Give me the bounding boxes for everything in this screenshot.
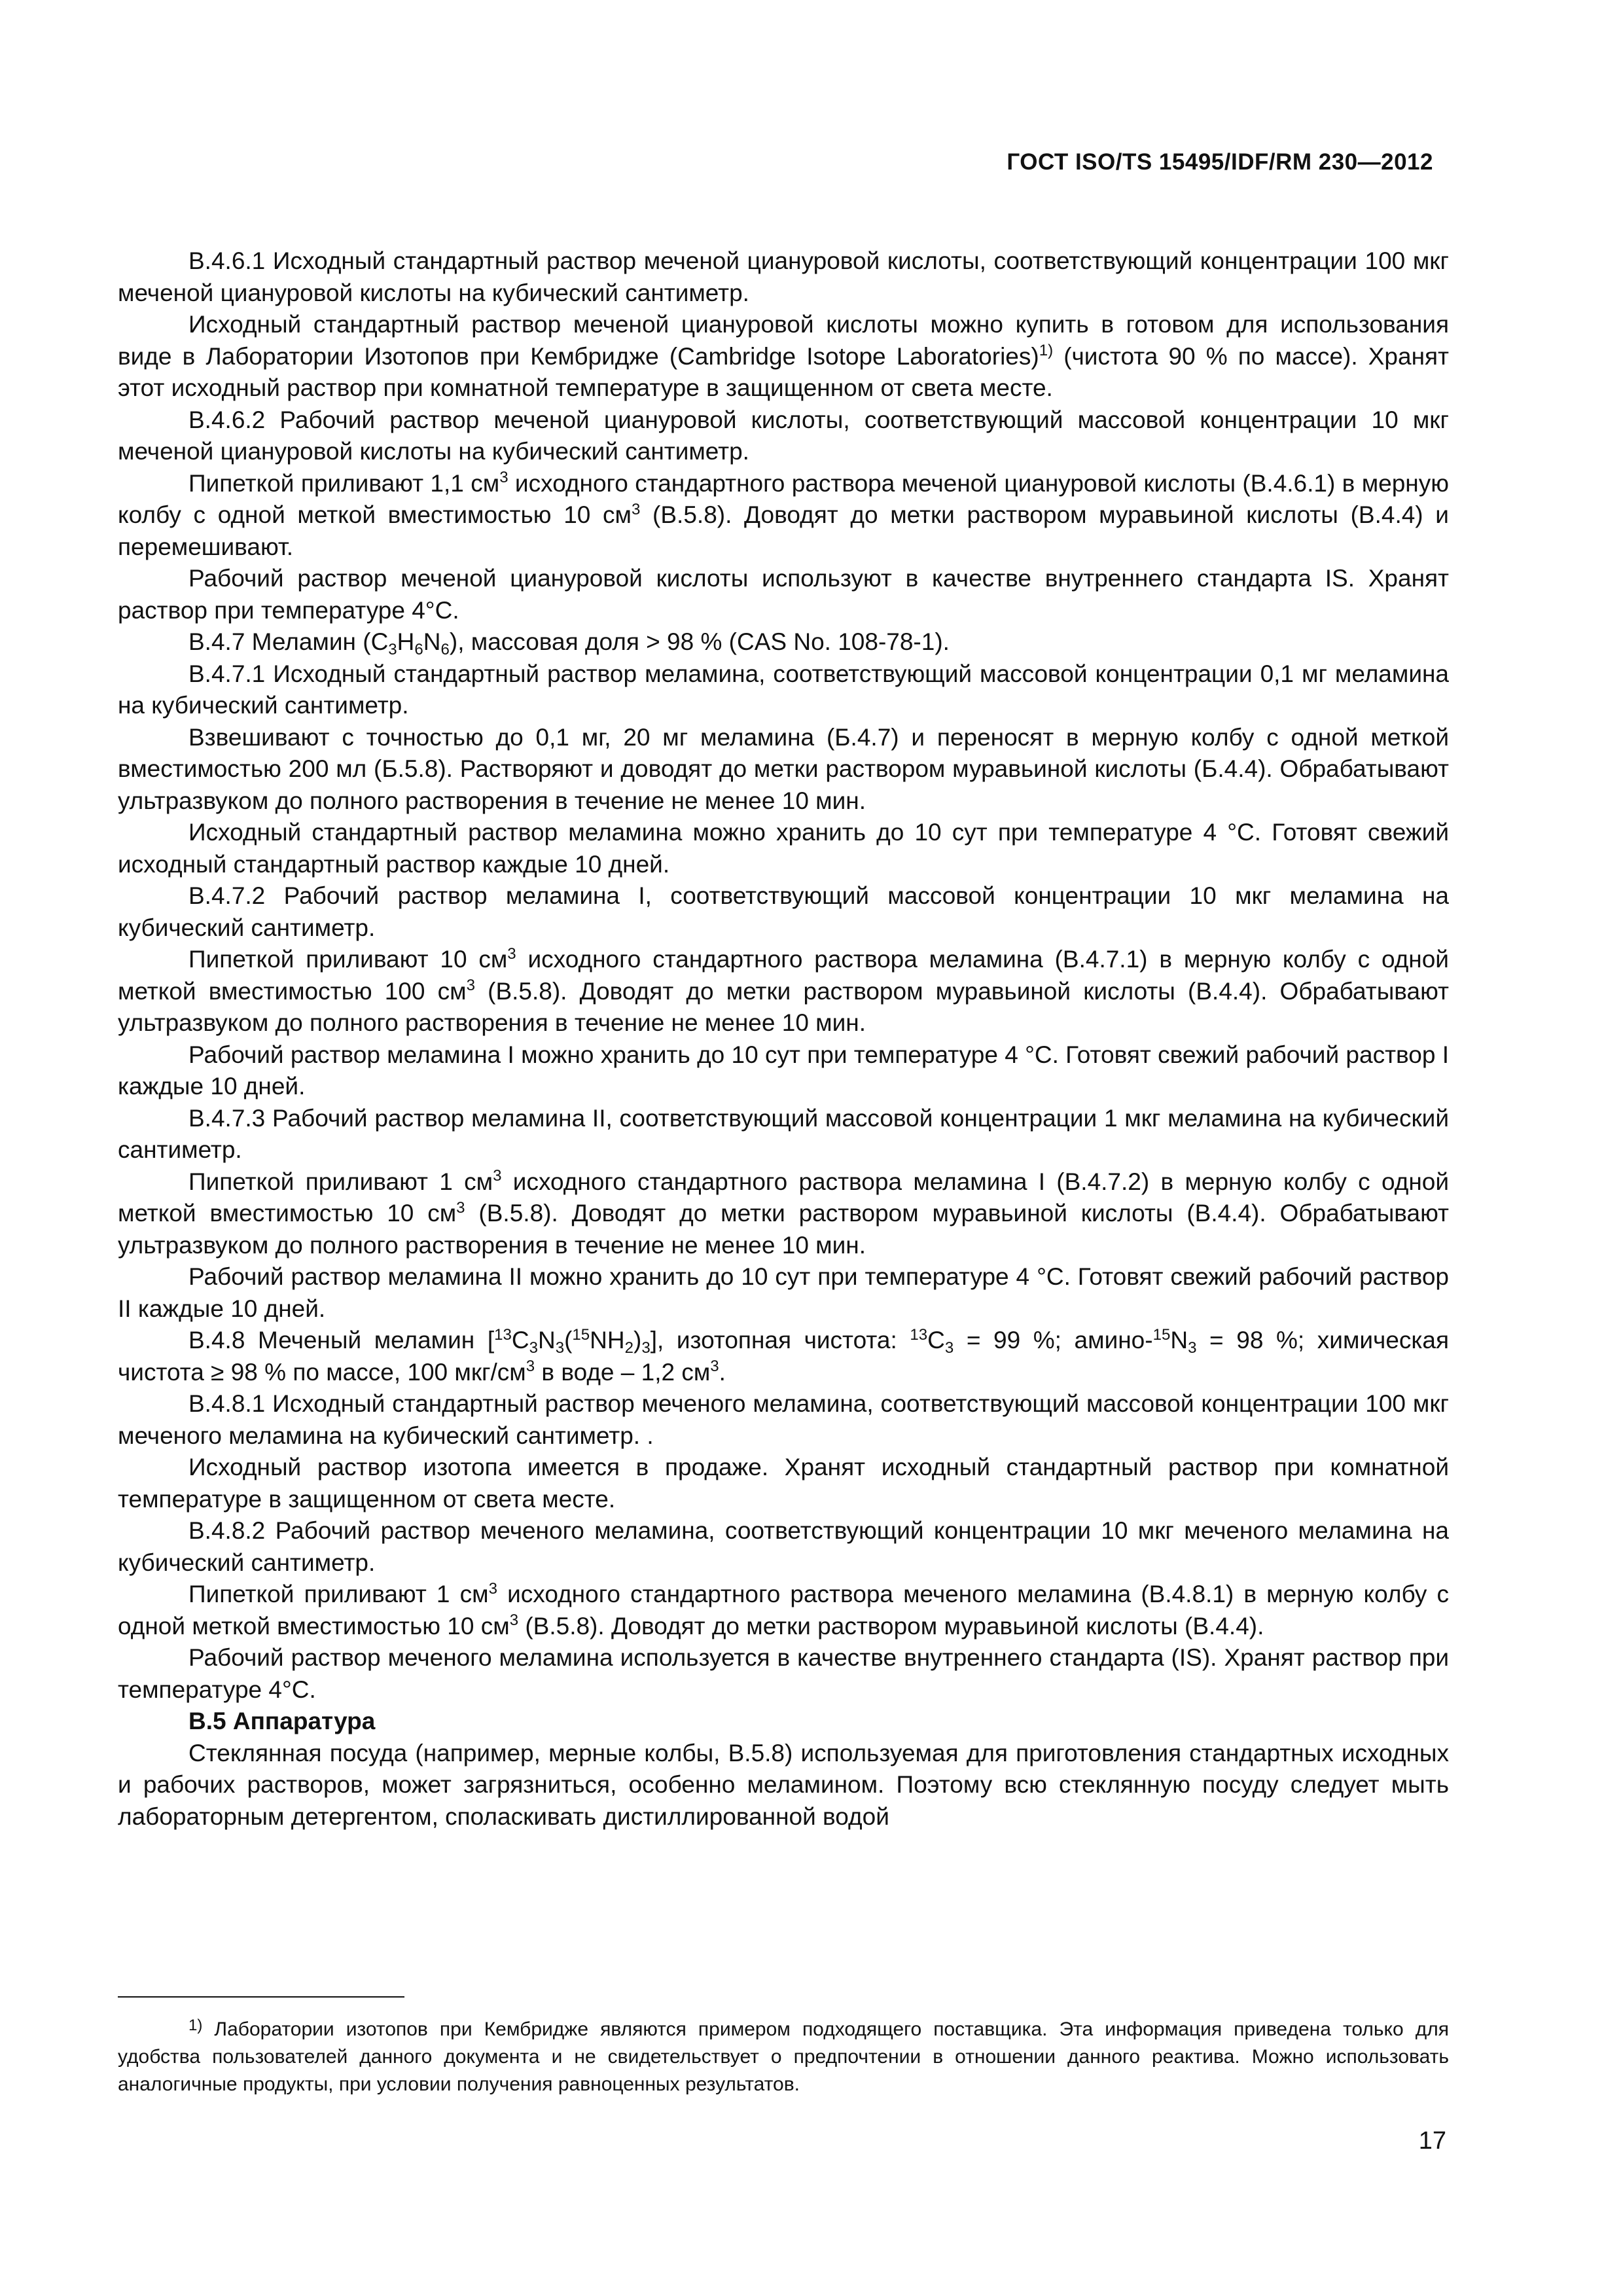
subscript: 6 xyxy=(414,641,423,659)
document-header: ГОСТ ISO/TS 15495/IDF/RM 230—2012 xyxy=(1007,149,1433,175)
text: NH xyxy=(590,1327,625,1354)
paragraph: В.4.8.2 Рабочий раствор меченого меламина, соответствующий концентрации 10 мкг меченого меламина на кубический сантиметр. xyxy=(118,1517,1449,1576)
superscript: 3 xyxy=(632,500,641,518)
paragraph: Рабочий раствор меламина I можно хранить до 10 сут при температуре 4 °С. Готовят свежий рабочий раствор I каждые 10 дней. xyxy=(118,1041,1449,1100)
superscript: 3 xyxy=(509,1611,519,1630)
paragraph xyxy=(118,626,1449,658)
paragraph: В.4.7.3 Рабочий раствор меламина II, соответствующий массовой концентрации 1 мкг меламина на кубический сантиметр. xyxy=(118,1104,1449,1163)
subscript: 3 xyxy=(555,1339,565,1357)
text: исходного стандартного раствора меламина I (В.4.7.2) в мерную колбу с одной меткой вместимостью 10 см xyxy=(118,1168,1449,1227)
paragraph: В.4.7.2 Рабочий раствор меламина I, соответствующий массовой концентрации 10 мкг меламина на кубический сантиметр. xyxy=(118,882,1449,941)
superscript: 3 xyxy=(488,1579,497,1598)
subscript: 2 xyxy=(624,1339,633,1357)
superscript: 13 xyxy=(910,1325,928,1344)
paragraph: Рабочий раствор меченой циануровой кислоты используют в качестве внутреннего стандарта IS. Хранят раствор при температуре 4°С. xyxy=(118,565,1449,624)
text: C xyxy=(511,1327,529,1354)
footnote-divider xyxy=(118,1996,404,1998)
subscript: 3 xyxy=(641,1339,651,1357)
text: исходного стандартного раствора меченого меламина (В.4.8.1) в мерную колбу с одной меткой вместимостью 10 см xyxy=(118,1581,1449,1640)
superscript: 13 xyxy=(494,1325,512,1344)
superscript: 3 xyxy=(466,977,475,995)
subscript: 3 xyxy=(1188,1339,1197,1357)
paragraph: В.4.8.1 Исходный стандартный раствор меченого меламина, соответствующий массовой концентрации 100 мкг меченого меламина на кубический сантиметр. . xyxy=(118,1390,1449,1449)
text: (В.5.8). Доводят до метки раствором муравьиной кислоты (В.4.4). Обрабатывают ультразвуком до полного растворения в течение не менее 10 мин. xyxy=(118,1200,1449,1259)
document-body xyxy=(118,245,1449,1833)
text: N xyxy=(1170,1327,1188,1354)
superscript: 3 xyxy=(526,1357,535,1376)
paragraph: Стеклянная посуда (например, мерные колбы, В.5.8) используемая для приготовления стандартных исходных и рабочих растворов, может загрязниться, особенно меламином. Поэтому всю стеклянную посуду следует мыть лабораторным детергентом, споласкивать дистиллированной водой xyxy=(118,1739,1449,1830)
footnote-text: Лаборатории изотопов при Кембридже являются примером подходящего поставщика. Эта информация приведена только для удобства пользователей данного документа и не свидетельствует о предпочтении в отношении данного реактива. Можно использовать аналогичные продукты, при условии получения равноценных результатов. xyxy=(118,2018,1449,2095)
text: В.4.8 Меченый меламин [ xyxy=(188,1327,495,1354)
subscript: 3 xyxy=(529,1339,538,1357)
text: = 98 %; химическая чистота ≥ 98 % по массе, 100 мкг/см xyxy=(118,1327,1450,1386)
text: C xyxy=(927,1327,945,1354)
paragraph: В.4.6.1 Исходный стандартный раствор меченой циануровой кислоты, соответствующий концентрации 100 мкг меченой циануровой кислоты на кубический сантиметр. xyxy=(118,247,1449,306)
subscript: 3 xyxy=(388,641,397,659)
paragraph: Взвешивают с точностью до 0,1 мг, 20 мг меламина (Б.4.7) и переносят в мерную колбу с одной меткой вместимостью 200 мл (Б.5.8). Растворяют и доводят до метки раствором муравьиной кислоты (Б.4.4). Обрабатывают ультразвуком до полного растворения в течение не менее 10 мин. xyxy=(118,723,1449,814)
paragraph: В.4.6.2 Рабочий раствор меченой циануровой кислоты, соответствующий массовой концентрации 10 мкг меченой циануровой кислоты на кубический сантиметр. xyxy=(118,406,1449,465)
text: (В.5.8). Доводят до метки раствором муравьиной кислоты (В.4.4) и перемешивают. xyxy=(118,501,1449,560)
text: N xyxy=(537,1327,556,1354)
text: (В.5.8). Доводят до метки раствором муравьиной кислоты (В.4.4). Обрабатывают ультразвуком до полного растворения в течение не менее 10 мин. xyxy=(118,977,1450,1036)
superscript: 3 xyxy=(456,1198,465,1217)
paragraph: Рабочий раствор меламина II можно хранить до 10 сут при температуре 4 °С. Готовят свежий рабочий раствор II каждые 10 дней. xyxy=(118,1263,1449,1322)
superscript: 3 xyxy=(493,1167,502,1185)
paragraph xyxy=(118,468,1449,564)
paragraph: В.4.7.1 Исходный стандартный раствор меламина, соответствующий массовой концентрации 0,1 мг меламина на кубический сантиметр. xyxy=(118,660,1449,719)
superscript: 15 xyxy=(1152,1325,1171,1344)
footnote xyxy=(118,2016,1449,2098)
text: Пипеткой приливают 1 см xyxy=(188,1168,493,1195)
superscript: 3 xyxy=(507,944,516,963)
text: В.4.7 Меламин (C xyxy=(188,628,389,655)
superscript: 3 xyxy=(499,469,508,487)
subscript: 3 xyxy=(944,1339,954,1357)
text: (В.5.8). Доводят до метки раствором муравьиной кислоты (В.4.4). xyxy=(518,1612,1264,1640)
text: Пипеткой приливают 10 см xyxy=(188,946,508,973)
text: Пипеткой приливают 1 см xyxy=(188,1581,489,1607)
superscript: 3 xyxy=(710,1357,719,1376)
text: в воде – 1,2 см xyxy=(535,1358,711,1386)
text: ], изотопная чистота: xyxy=(650,1327,910,1354)
text: N xyxy=(423,628,441,655)
paragraph xyxy=(118,944,1449,1039)
paragraph xyxy=(118,1325,1449,1388)
footnote-marker: 1) xyxy=(188,2016,203,2034)
text: ) xyxy=(633,1327,642,1354)
text: исходного стандартного раствора меламина (В.4.7.1) в мерную колбу с одной меткой вместимостью 100 см xyxy=(118,946,1449,1005)
text: ), массовая доля > 98 % (CAS No. 108-78-1). xyxy=(449,628,950,655)
paragraph: Исходный раствор изотопа имеется в продаже. Хранят исходный стандартный раствор при комнатной температуре в защищенном от света месте. xyxy=(118,1454,1449,1513)
superscript: 15 xyxy=(572,1325,590,1344)
text: . xyxy=(719,1358,726,1386)
section-heading: В.5 Аппаратура xyxy=(188,1708,376,1734)
paragraph: Исходный стандартный раствор меламина можно хранить до 10 сут при температуре 4 °С. Готовят свежий исходный стандартный раствор каждые 10 дней. xyxy=(118,819,1449,878)
text: = 99 %; амино- xyxy=(954,1327,1153,1354)
text: Пипеткой приливают 1,1 см xyxy=(188,469,500,497)
page-number: 17 xyxy=(1418,2127,1446,2155)
text: H xyxy=(397,628,415,655)
paragraph xyxy=(118,1166,1449,1262)
paragraph xyxy=(118,1579,1449,1642)
text: исходного стандартного раствора меченой циануровой кислоты (В.4.6.1) в мерную колбу с одной меткой вместимостью 10 см xyxy=(118,469,1449,528)
text: ( xyxy=(564,1327,573,1354)
paragraph: Рабочий раствор меченого меламина используется в качестве внутреннего стандарта (IS). Хранят раствор при температуре 4°С. xyxy=(118,1644,1449,1703)
footnote-ref: 1) xyxy=(1039,342,1054,360)
subscript: 6 xyxy=(440,641,450,659)
paragraph xyxy=(118,309,1449,404)
text: (чистота 90 % по массе). Хранят этот исходный раствор при комнатной температуре в защищенном от света месте. xyxy=(118,342,1450,401)
text: Исходный стандартный раствор меченой циануровой кислоты можно купить в готовом для использования виде в Лаборатории Изотопов при Кембридже (Cambridge Isotope Laboratories) xyxy=(118,311,1449,370)
